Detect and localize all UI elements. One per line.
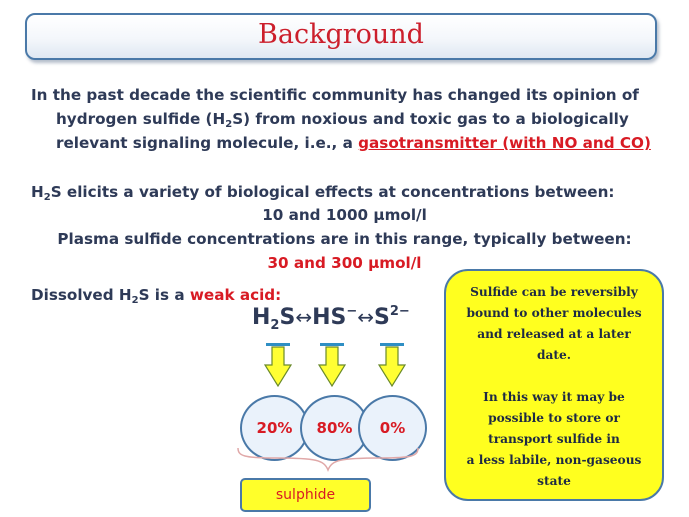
weak-acid-highlight: weak acid: <box>189 286 282 304</box>
para1-line3-pre: relevant signaling molecule, i.e., a <box>56 134 359 152</box>
note-line: date. <box>536 348 572 362</box>
fraction-circle-s: 0% <box>358 395 427 461</box>
eq-arrow-1: ↔ <box>295 305 313 329</box>
note-line: bound to other molecules <box>466 306 642 320</box>
concentration-range-effects: 10 and 1000 µmol/l <box>262 206 427 224</box>
down-arrow-icon-1 <box>264 343 292 387</box>
para1-line1: In the past decade the scientific community has changed its opinion of <box>31 86 639 104</box>
para2-line1-pre: H <box>31 183 44 201</box>
eq-s-charge: 2− <box>389 304 410 319</box>
dissociation-equation <box>252 304 410 333</box>
para3-line <box>31 286 281 304</box>
eq-h2s-h: H <box>252 305 271 330</box>
note-line: a less labile, non-gaseous <box>466 453 642 467</box>
eq-h2s-s: S <box>279 305 296 330</box>
eq-hs: HS <box>312 305 347 330</box>
eq-arrow-2: ↔ <box>357 305 375 329</box>
para3-pre: Dissolved H <box>31 286 132 304</box>
plasma-concentration-range: 30 and 300 µmol/l <box>267 254 422 272</box>
para2-line1-sub: 2 <box>43 192 51 203</box>
grouping-brace <box>236 446 426 474</box>
para3-mid: S is a <box>138 286 190 304</box>
note-line: and released at a later <box>477 327 631 341</box>
note-line: Sulfide can be reversibly <box>470 285 638 299</box>
fraction-circle-h2s: 20% <box>240 395 309 461</box>
eq-s: S <box>374 305 390 330</box>
slide-title: Background <box>258 19 424 50</box>
eq-h2s-sub: 2 <box>270 318 280 333</box>
para1-line2-pre: hydrogen sulfide (H <box>56 110 226 128</box>
note-line: possible to store or <box>488 411 620 425</box>
para2-line3: Plasma sulfide concentrations are in this range, typically between: <box>57 230 632 248</box>
note-line: state <box>537 474 571 488</box>
down-arrow-icon-3 <box>378 343 406 387</box>
para2-line1 <box>31 183 615 201</box>
storage-note-box <box>444 269 664 501</box>
para2-line1-post: S elicits a variety of biological effects at concentrations between: <box>50 183 615 201</box>
para1-line3 <box>56 134 651 152</box>
para1-line2 <box>56 110 629 128</box>
sulphide-label: sulphide <box>240 478 371 512</box>
para3-sub: 2 <box>131 295 139 306</box>
fraction-circle-hs: 80% <box>300 395 369 461</box>
note-line: In this way it may be <box>483 390 625 404</box>
eq-hs-charge: − <box>346 304 358 319</box>
down-arrow-icon-2 <box>318 343 346 387</box>
para1-line2-post: S) from noxious and toxic gas to a biologically <box>232 110 629 128</box>
gasotransmitter-link[interactable]: gasotransmitter (with NO and CO) <box>358 134 651 152</box>
note-line: transport sulfide in <box>488 432 620 446</box>
note-spacer <box>454 366 654 387</box>
para1-line2-sub: 2 <box>225 119 233 130</box>
